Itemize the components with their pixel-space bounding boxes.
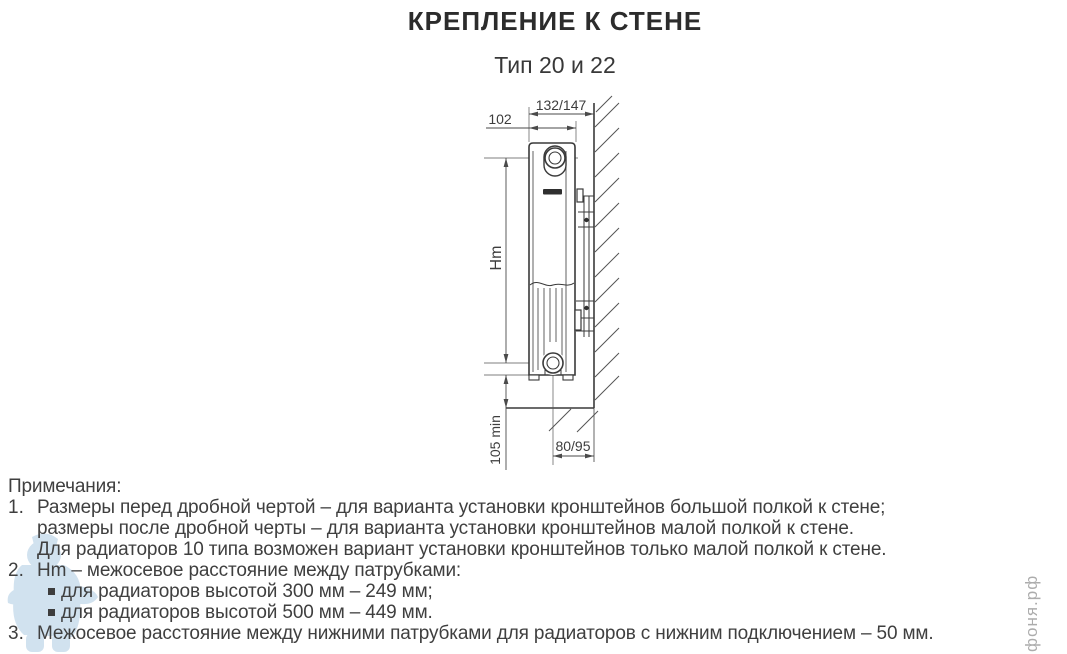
- bullet-square-icon: [48, 609, 55, 616]
- note-bullet-text: для радиаторов высотой 300 мм – 249 мм;: [61, 581, 433, 602]
- notes-heading: Примечания:: [8, 476, 122, 497]
- note-item-1-cont: [8, 518, 1064, 539]
- note-number: 2.: [8, 560, 24, 581]
- note-number: 3.: [8, 623, 24, 644]
- dim-center-height: [488, 158, 508, 363]
- bullet-square-icon: [48, 588, 55, 595]
- page-title: КРЕПЛЕНИЕ К СТЕНЕ: [407, 6, 703, 36]
- note-text: Размеры перед дробной чертой – для варианта установки кронштейнов большой полкой к стене;: [37, 497, 886, 518]
- note-text: Hm – межосевое расстояние между патрубками:: [37, 560, 462, 581]
- note-item-3: [8, 623, 1064, 644]
- note-item-1-cont2: [8, 539, 1064, 560]
- note-item-1: [8, 497, 1064, 518]
- note-item-2-bullet-2: [8, 602, 1064, 623]
- dim-depth-to-wall: [529, 97, 594, 116]
- note-text: размеры после дробной черты – для варианта установки кронштейнов малой полкой к стене.: [37, 518, 854, 539]
- bracket-pin-lower: [584, 306, 588, 310]
- bracket-pin-upper: [584, 218, 588, 222]
- dim-radiator-depth-label: 102: [488, 111, 512, 127]
- dim-pipe-to-wall-label: 80/95: [555, 438, 591, 454]
- note-bullet-text: для радиаторов высотой 500 мм – 449 мм.: [61, 602, 433, 623]
- dim-depth-to-wall-label: 132/147: [535, 97, 587, 113]
- note-text: Межосевое расстояние между нижними патрубками для радиаторов с нижним подключением – 50 мм.: [37, 623, 934, 644]
- note-item-2: [8, 560, 1064, 581]
- dim-floor-clearance: [487, 375, 508, 470]
- radiator-body: [529, 143, 575, 380]
- dim-center-height-label: Hm: [488, 245, 505, 271]
- top-valve: [544, 146, 566, 176]
- radiator-foot-left: [529, 375, 539, 380]
- dim-floor-clearance-label: 105 min: [487, 415, 503, 465]
- dim-pipe-to-wall: [553, 438, 594, 458]
- notes: [8, 476, 1064, 644]
- floor-hatching: [549, 409, 598, 432]
- watermark-site-label: фоня.рф: [1022, 574, 1041, 652]
- bottom-valve: [541, 351, 565, 375]
- note-item-2-bullet-1: [8, 581, 1064, 602]
- radiator-foot-right: [563, 375, 573, 380]
- note-text: Для радиаторов 10 типа возможен вариант установки кронштейнов только малой полкой к стене.: [37, 539, 887, 560]
- label-plate: [543, 189, 562, 195]
- bracket-clamp-upper: [577, 189, 583, 202]
- radiator-mounting-diagram: [470, 92, 675, 475]
- page-subtitle: Тип 20 и 22: [494, 52, 616, 78]
- bracket-clamp-lower: [575, 310, 581, 330]
- note-number: 1.: [8, 497, 24, 518]
- wall-bracket: [575, 189, 594, 337]
